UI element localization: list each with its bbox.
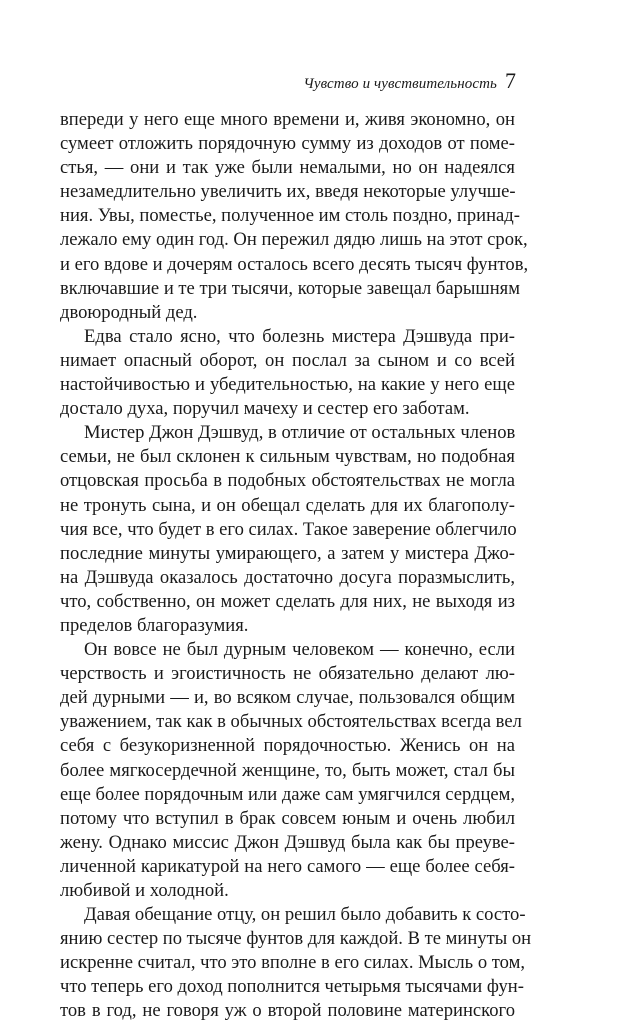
text-line: Едва стало ясно, что болезнь мистера Дэшвуда при-	[84, 325, 515, 347]
text-line: стья, — они и так уже были немалыми, но он надеялся	[60, 157, 515, 179]
paragraph	[60, 638, 522, 903]
page-number: 7	[505, 68, 516, 93]
body-text	[60, 108, 532, 1024]
text-line: личенной карикатурой на него самого — еще более себя-	[60, 855, 515, 877]
text-line: нимает опасный оборот, он послал за сыном и со всей	[60, 349, 515, 371]
text-line: ния. Увы, поместье, полученное им столь поздно, принад-	[60, 205, 520, 227]
text-line: достало духа, поручил мачеху и сестер его заботам.	[60, 398, 470, 420]
text-line: лежало ему один год. Он пережил дядю лишь на этот срок,	[60, 229, 528, 251]
text-line: семьи, не был склонен к сильным чувствам, но подобная	[60, 446, 515, 468]
text-line: включавшие и те три тысячи, которые завещал барышням	[60, 277, 521, 299]
paragraph	[60, 903, 532, 1023]
text-line: пределов благоразумия.	[60, 614, 249, 636]
text-line: искренне считал, что это вполне в его силах. Мысль о том,	[60, 952, 525, 974]
paragraph	[60, 421, 515, 638]
text-line: отцовская просьба в подобных обстоятельствах не могла	[60, 470, 515, 492]
text-line: себя с безукоризненной порядочностью. Женись он на	[60, 735, 515, 757]
text-line: дей дурными — и, во всяком случае, пользовался общим	[60, 687, 515, 709]
text-line: тов в год, не говоря уж о второй половине материнского	[60, 1000, 515, 1022]
text-line: что теперь его доход пополнится четырьмя тысячами фун-	[60, 976, 524, 998]
text-line: не тронуть сына, и он обещал сделать для их благополу-	[60, 494, 515, 516]
text-line: более мягкосердечной женщине, то, быть может, стал бы	[60, 759, 515, 781]
text-line: черствость и эгоистичность не обязательно делают лю-	[60, 663, 515, 685]
text-line: чия все, что будет в его силах. Такое заверение облегчило	[60, 518, 517, 540]
text-line: Мистер Джон Дэшвуд, в отличие от остальных членов	[84, 422, 516, 444]
running-head	[303, 68, 516, 94]
text-line: что, собственно, он может сделать для них, не выходя из	[60, 590, 515, 612]
text-line: и его вдове и дочерям осталось всего десять тысяч фунтов,	[60, 253, 529, 275]
text-line: настойчивостью и убедительностью, на какие у него еще	[60, 374, 515, 396]
text-line: Давая обещание отцу, он решил было добавить к состо-	[84, 904, 526, 926]
text-line: уважением, так как в обычных обстоятельствах всегда вел	[60, 711, 522, 733]
text-line: последние минуты умирающего, а затем у мистера Джо-	[60, 542, 515, 564]
text-line: потому что вступил в брак совсем юным и очень любил	[60, 807, 515, 829]
text-line: сумеет отложить порядочную сумму из доходов от поме-	[60, 133, 515, 155]
text-line: еще более порядочным или даже сам умягчился сердцем,	[60, 783, 516, 805]
paragraph	[60, 325, 515, 421]
text-line: жену. Однако миссис Джон Дэшвуд была как бы преуве-	[60, 831, 515, 853]
text-line: янию сестер по тысяче фунтов для каждой. В те минуты он	[60, 928, 532, 950]
text-line: любивой и холодной.	[60, 880, 229, 901]
text-line: Он вовсе не был дурным человеком — конечно, если	[84, 639, 515, 661]
paragraph	[60, 108, 529, 325]
text-line: впереди у него еще много времени и, живя экономно, он	[60, 109, 515, 130]
running-title: Чувство и чувствительность	[303, 76, 497, 92]
text-line: на Дэшвуда оказалось достаточно досуга поразмыслить,	[60, 566, 515, 588]
text-line: двоюродный дед.	[60, 301, 198, 323]
text-line: незамедлительно увеличить их, введя некоторые улучше-	[60, 181, 516, 203]
